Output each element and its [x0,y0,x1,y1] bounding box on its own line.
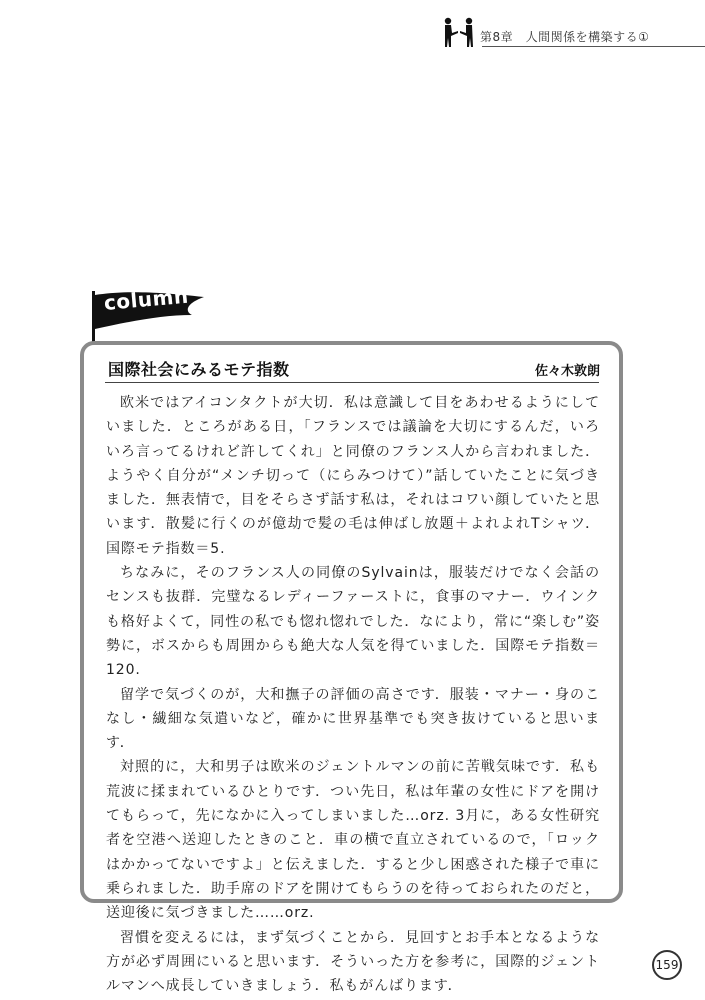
paragraph: ちなみに，そのフランス人の同僚のSylvainは，服装だけでなく会話のセンスも抜群．完璧なるレディーファーストに，食事のマナー．ウインクも格好よくて，同性の私でも惚れ惚れでした．なにより，常に“楽しむ”姿勢に，ボスからも周囲からも絶大な人気を得ていました．国際モテ指数＝120. [106,565,600,679]
column-flag-label: column [102,283,190,315]
column-author: 佐々木敦朗 [534,364,600,379]
column-title: 国際社会にみるモテ指数 [108,360,290,379]
chapter-title: 第8章 人間関係を構築する① [480,30,650,44]
paragraph: 習慣を変えるには，まず気づくことから．見回すとお手本となるような方が必ず周囲にいると思います．そういった方を参考に，国際的ジェントルマンへ成長していきましょう．私もがんばります． [106,929,600,995]
paragraph: 欧米ではアイコンタクトが大切．私は意識して目をあわせるようにしていました．ところがある日，「フランスでは議論を大切にするんだ，いろいろ言ってるけれど許してくれ」と同僚のフランス人から言われました．ようやく自分が“メンチ切って（にらみつけて）”話していたことに気づきました．無表情で，目をそらさず話す私は，それはコワい顔していたと思います．散髪に行くのが億劫で髪の毛は伸ばし放題＋よれよれTシャツ．国際モテ指数＝5. [106,395,600,557]
paragraph: 対照的に，大和男子は欧米のジェントルマンの前に苦戦気味です．私も荒波に揉まれているひとりです．つい先日，私は年輩の女性にドアを開けてもらって，先になかに入ってしまいました…orz. 3月に，ある女性研究者を空港へ送迎したときのこと．車の横で直立されているので，「ロックはかかってないですよ」と伝えました．すると少し困惑された様子で車に乗られました．助手席のドアを開けてもらうのを待っておられたのだと，送迎後に気づきました……orz. [106,759,600,922]
handshake-figures-icon [440,16,478,48]
title-rule [105,382,599,383]
running-header [440,16,705,48]
paragraph: 留学で気づくのが，大和撫子の評価の高さです．服装・マナー・身のこなし・繊細な気遣いなど，確かに世界基準でも突き抜けていると思います． [106,686,600,752]
header-rule [482,46,705,47]
page-number: 159 [652,950,682,980]
column-body [106,391,600,998]
